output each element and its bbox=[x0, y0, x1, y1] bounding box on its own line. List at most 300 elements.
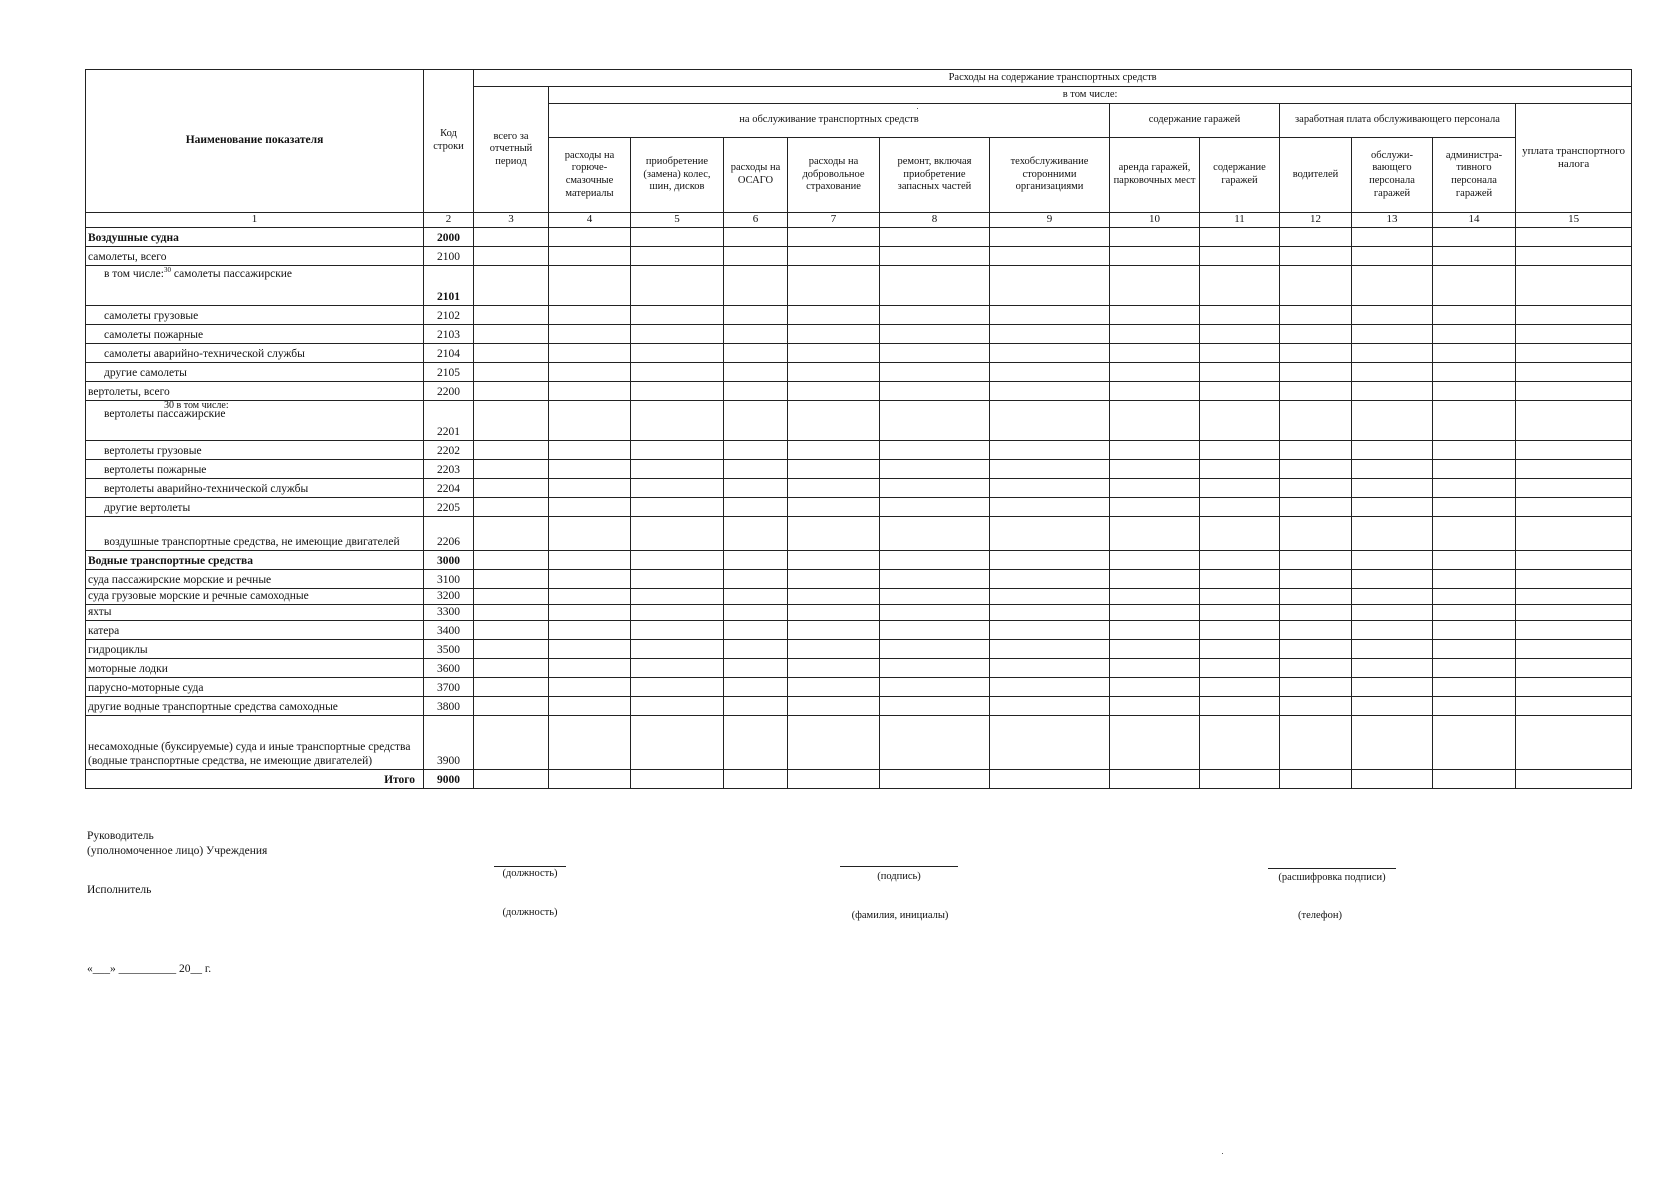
value-cell[interactable] bbox=[1352, 551, 1433, 570]
value-cell[interactable] bbox=[1200, 716, 1280, 770]
value-cell[interactable] bbox=[549, 266, 631, 306]
value-cell[interactable] bbox=[1280, 605, 1352, 621]
value-cell[interactable] bbox=[1352, 306, 1433, 325]
value-cell[interactable] bbox=[990, 640, 1110, 659]
value-cell[interactable] bbox=[631, 498, 724, 517]
value-cell[interactable] bbox=[474, 640, 549, 659]
value-cell[interactable] bbox=[990, 770, 1110, 789]
value-cell[interactable] bbox=[880, 247, 990, 266]
value-cell[interactable] bbox=[1433, 228, 1516, 247]
value-cell[interactable] bbox=[1110, 640, 1200, 659]
value-cell[interactable] bbox=[1110, 517, 1200, 551]
value-cell[interactable] bbox=[1433, 401, 1516, 441]
value-cell[interactable] bbox=[990, 266, 1110, 306]
value-cell[interactable] bbox=[474, 401, 549, 441]
value-cell[interactable] bbox=[549, 441, 631, 460]
value-cell[interactable] bbox=[990, 589, 1110, 605]
value-cell[interactable] bbox=[1516, 401, 1632, 441]
value-cell[interactable] bbox=[990, 363, 1110, 382]
value-cell[interactable] bbox=[1280, 621, 1352, 640]
value-cell[interactable] bbox=[1516, 640, 1632, 659]
value-cell[interactable] bbox=[1280, 460, 1352, 479]
value-cell[interactable] bbox=[1200, 570, 1280, 589]
value-cell[interactable] bbox=[1516, 498, 1632, 517]
value-cell[interactable] bbox=[1200, 306, 1280, 325]
value-cell[interactable] bbox=[1280, 382, 1352, 401]
value-cell[interactable] bbox=[788, 716, 880, 770]
value-cell[interactable] bbox=[788, 770, 880, 789]
value-cell[interactable] bbox=[474, 716, 549, 770]
value-cell[interactable] bbox=[631, 621, 724, 640]
value-cell[interactable] bbox=[631, 325, 724, 344]
value-cell[interactable] bbox=[1200, 363, 1280, 382]
value-cell[interactable] bbox=[724, 306, 788, 325]
value-cell[interactable] bbox=[1352, 441, 1433, 460]
value-cell[interactable] bbox=[1280, 266, 1352, 306]
value-cell[interactable] bbox=[549, 479, 631, 498]
value-cell[interactable] bbox=[788, 697, 880, 716]
value-cell[interactable] bbox=[1433, 551, 1516, 570]
value-cell[interactable] bbox=[724, 498, 788, 517]
value-cell[interactable] bbox=[1110, 247, 1200, 266]
value-cell[interactable] bbox=[1110, 498, 1200, 517]
value-cell[interactable] bbox=[880, 770, 990, 789]
value-cell[interactable] bbox=[1352, 621, 1433, 640]
value-cell[interactable] bbox=[474, 498, 549, 517]
value-cell[interactable] bbox=[1280, 678, 1352, 697]
value-cell[interactable] bbox=[1433, 247, 1516, 266]
value-cell[interactable] bbox=[1200, 605, 1280, 621]
value-cell[interactable] bbox=[631, 306, 724, 325]
value-cell[interactable] bbox=[1110, 441, 1200, 460]
value-cell[interactable] bbox=[990, 344, 1110, 363]
value-cell[interactable] bbox=[631, 441, 724, 460]
value-cell[interactable] bbox=[1352, 382, 1433, 401]
value-cell[interactable] bbox=[1110, 678, 1200, 697]
value-cell[interactable] bbox=[1200, 498, 1280, 517]
value-cell[interactable] bbox=[549, 247, 631, 266]
value-cell[interactable] bbox=[549, 306, 631, 325]
value-cell[interactable] bbox=[788, 441, 880, 460]
value-cell[interactable] bbox=[549, 382, 631, 401]
value-cell[interactable] bbox=[1352, 605, 1433, 621]
value-cell[interactable] bbox=[474, 570, 549, 589]
value-cell[interactable] bbox=[549, 659, 631, 678]
value-cell[interactable] bbox=[1280, 306, 1352, 325]
value-cell[interactable] bbox=[1433, 640, 1516, 659]
value-cell[interactable] bbox=[724, 382, 788, 401]
value-cell[interactable] bbox=[724, 621, 788, 640]
value-cell[interactable] bbox=[1280, 589, 1352, 605]
value-cell[interactable] bbox=[1516, 228, 1632, 247]
value-cell[interactable] bbox=[474, 460, 549, 479]
value-cell[interactable] bbox=[788, 621, 880, 640]
value-cell[interactable] bbox=[1352, 247, 1433, 266]
value-cell[interactable] bbox=[1352, 517, 1433, 551]
value-cell[interactable] bbox=[1433, 678, 1516, 697]
value-cell[interactable] bbox=[474, 363, 549, 382]
value-cell[interactable] bbox=[474, 344, 549, 363]
value-cell[interactable] bbox=[549, 697, 631, 716]
value-cell[interactable] bbox=[1280, 517, 1352, 551]
value-cell[interactable] bbox=[1200, 697, 1280, 716]
value-cell[interactable] bbox=[880, 589, 990, 605]
value-cell[interactable] bbox=[788, 228, 880, 247]
value-cell[interactable] bbox=[990, 551, 1110, 570]
value-cell[interactable] bbox=[880, 441, 990, 460]
value-cell[interactable] bbox=[990, 306, 1110, 325]
value-cell[interactable] bbox=[1110, 570, 1200, 589]
value-cell[interactable] bbox=[474, 382, 549, 401]
value-cell[interactable] bbox=[549, 325, 631, 344]
value-cell[interactable] bbox=[474, 697, 549, 716]
value-cell[interactable] bbox=[1110, 325, 1200, 344]
value-cell[interactable] bbox=[474, 770, 549, 789]
value-cell[interactable] bbox=[549, 621, 631, 640]
value-cell[interactable] bbox=[1200, 517, 1280, 551]
value-cell[interactable] bbox=[1110, 228, 1200, 247]
value-cell[interactable] bbox=[990, 460, 1110, 479]
value-cell[interactable] bbox=[1352, 266, 1433, 306]
value-cell[interactable] bbox=[1352, 479, 1433, 498]
value-cell[interactable] bbox=[1110, 344, 1200, 363]
value-cell[interactable] bbox=[788, 363, 880, 382]
value-cell[interactable] bbox=[1200, 266, 1280, 306]
value-cell[interactable] bbox=[880, 551, 990, 570]
value-cell[interactable] bbox=[1516, 551, 1632, 570]
value-cell[interactable] bbox=[1433, 344, 1516, 363]
value-cell[interactable] bbox=[724, 460, 788, 479]
value-cell[interactable] bbox=[549, 640, 631, 659]
value-cell[interactable] bbox=[474, 517, 549, 551]
value-cell[interactable] bbox=[474, 441, 549, 460]
value-cell[interactable] bbox=[1433, 363, 1516, 382]
value-cell[interactable] bbox=[549, 570, 631, 589]
value-cell[interactable] bbox=[1200, 460, 1280, 479]
value-cell[interactable] bbox=[549, 344, 631, 363]
value-cell[interactable] bbox=[724, 605, 788, 621]
value-cell[interactable] bbox=[1433, 517, 1516, 551]
value-cell[interactable] bbox=[990, 498, 1110, 517]
value-cell[interactable] bbox=[990, 247, 1110, 266]
value-cell[interactable] bbox=[788, 247, 880, 266]
value-cell[interactable] bbox=[631, 479, 724, 498]
value-cell[interactable] bbox=[1200, 344, 1280, 363]
value-cell[interactable] bbox=[1352, 344, 1433, 363]
value-cell[interactable] bbox=[880, 678, 990, 697]
value-cell[interactable] bbox=[880, 228, 990, 247]
value-cell[interactable] bbox=[631, 344, 724, 363]
value-cell[interactable] bbox=[724, 589, 788, 605]
value-cell[interactable] bbox=[1352, 697, 1433, 716]
value-cell[interactable] bbox=[549, 551, 631, 570]
value-cell[interactable] bbox=[631, 570, 724, 589]
value-cell[interactable] bbox=[631, 640, 724, 659]
value-cell[interactable] bbox=[1516, 266, 1632, 306]
value-cell[interactable] bbox=[724, 697, 788, 716]
value-cell[interactable] bbox=[880, 605, 990, 621]
value-cell[interactable] bbox=[631, 517, 724, 551]
value-cell[interactable] bbox=[1200, 401, 1280, 441]
value-cell[interactable] bbox=[549, 589, 631, 605]
value-cell[interactable] bbox=[788, 551, 880, 570]
value-cell[interactable] bbox=[990, 325, 1110, 344]
value-cell[interactable] bbox=[1516, 659, 1632, 678]
value-cell[interactable] bbox=[1516, 344, 1632, 363]
value-cell[interactable] bbox=[990, 479, 1110, 498]
value-cell[interactable] bbox=[1200, 589, 1280, 605]
value-cell[interactable] bbox=[880, 382, 990, 401]
value-cell[interactable] bbox=[1110, 460, 1200, 479]
value-cell[interactable] bbox=[631, 363, 724, 382]
value-cell[interactable] bbox=[1352, 325, 1433, 344]
value-cell[interactable] bbox=[1280, 640, 1352, 659]
value-cell[interactable] bbox=[1280, 344, 1352, 363]
value-cell[interactable] bbox=[724, 401, 788, 441]
value-cell[interactable] bbox=[880, 460, 990, 479]
value-cell[interactable] bbox=[474, 659, 549, 678]
value-cell[interactable] bbox=[880, 640, 990, 659]
value-cell[interactable] bbox=[474, 605, 549, 621]
value-cell[interactable] bbox=[1516, 621, 1632, 640]
value-cell[interactable] bbox=[1280, 770, 1352, 789]
value-cell[interactable] bbox=[1352, 401, 1433, 441]
value-cell[interactable] bbox=[1516, 716, 1632, 770]
value-cell[interactable] bbox=[631, 770, 724, 789]
value-cell[interactable] bbox=[788, 266, 880, 306]
value-cell[interactable] bbox=[1280, 363, 1352, 382]
value-cell[interactable] bbox=[1110, 266, 1200, 306]
value-cell[interactable] bbox=[1110, 551, 1200, 570]
value-cell[interactable] bbox=[788, 460, 880, 479]
value-cell[interactable] bbox=[724, 325, 788, 344]
value-cell[interactable] bbox=[990, 441, 1110, 460]
value-cell[interactable] bbox=[631, 266, 724, 306]
value-cell[interactable] bbox=[990, 716, 1110, 770]
value-cell[interactable] bbox=[788, 306, 880, 325]
value-cell[interactable] bbox=[990, 517, 1110, 551]
value-cell[interactable] bbox=[1352, 640, 1433, 659]
value-cell[interactable] bbox=[631, 401, 724, 441]
value-cell[interactable] bbox=[990, 401, 1110, 441]
value-cell[interactable] bbox=[788, 570, 880, 589]
value-cell[interactable] bbox=[631, 589, 724, 605]
value-cell[interactable] bbox=[990, 659, 1110, 678]
value-cell[interactable] bbox=[724, 770, 788, 789]
value-cell[interactable] bbox=[1516, 325, 1632, 344]
value-cell[interactable] bbox=[1433, 621, 1516, 640]
value-cell[interactable] bbox=[1280, 441, 1352, 460]
value-cell[interactable] bbox=[474, 306, 549, 325]
value-cell[interactable] bbox=[788, 344, 880, 363]
value-cell[interactable] bbox=[1200, 382, 1280, 401]
value-cell[interactable] bbox=[1110, 659, 1200, 678]
value-cell[interactable] bbox=[880, 659, 990, 678]
value-cell[interactable] bbox=[1200, 551, 1280, 570]
value-cell[interactable] bbox=[990, 570, 1110, 589]
value-cell[interactable] bbox=[788, 498, 880, 517]
value-cell[interactable] bbox=[1433, 306, 1516, 325]
value-cell[interactable] bbox=[990, 621, 1110, 640]
value-cell[interactable] bbox=[474, 589, 549, 605]
value-cell[interactable] bbox=[1352, 716, 1433, 770]
value-cell[interactable] bbox=[474, 325, 549, 344]
value-cell[interactable] bbox=[990, 605, 1110, 621]
value-cell[interactable] bbox=[631, 697, 724, 716]
value-cell[interactable] bbox=[1433, 382, 1516, 401]
value-cell[interactable] bbox=[724, 441, 788, 460]
value-cell[interactable] bbox=[1110, 363, 1200, 382]
value-cell[interactable] bbox=[1433, 716, 1516, 770]
value-cell[interactable] bbox=[788, 659, 880, 678]
value-cell[interactable] bbox=[1516, 479, 1632, 498]
value-cell[interactable] bbox=[1280, 659, 1352, 678]
value-cell[interactable] bbox=[1110, 589, 1200, 605]
value-cell[interactable] bbox=[1110, 770, 1200, 789]
value-cell[interactable] bbox=[1200, 640, 1280, 659]
value-cell[interactable] bbox=[788, 517, 880, 551]
value-cell[interactable] bbox=[788, 325, 880, 344]
value-cell[interactable] bbox=[1200, 325, 1280, 344]
value-cell[interactable] bbox=[1110, 621, 1200, 640]
value-cell[interactable] bbox=[1516, 441, 1632, 460]
value-cell[interactable] bbox=[1352, 678, 1433, 697]
value-cell[interactable] bbox=[549, 363, 631, 382]
value-cell[interactable] bbox=[474, 551, 549, 570]
value-cell[interactable] bbox=[1280, 697, 1352, 716]
value-cell[interactable] bbox=[1280, 247, 1352, 266]
value-cell[interactable] bbox=[631, 460, 724, 479]
value-cell[interactable] bbox=[1433, 605, 1516, 621]
value-cell[interactable] bbox=[724, 551, 788, 570]
value-cell[interactable] bbox=[1352, 498, 1433, 517]
value-cell[interactable] bbox=[549, 517, 631, 551]
value-cell[interactable] bbox=[724, 479, 788, 498]
value-cell[interactable] bbox=[880, 325, 990, 344]
value-cell[interactable] bbox=[1280, 716, 1352, 770]
value-cell[interactable] bbox=[1110, 382, 1200, 401]
value-cell[interactable] bbox=[788, 605, 880, 621]
value-cell[interactable] bbox=[1200, 678, 1280, 697]
value-cell[interactable] bbox=[724, 640, 788, 659]
value-cell[interactable] bbox=[880, 570, 990, 589]
value-cell[interactable] bbox=[1352, 589, 1433, 605]
value-cell[interactable] bbox=[631, 716, 724, 770]
value-cell[interactable] bbox=[1516, 460, 1632, 479]
value-cell[interactable] bbox=[1200, 659, 1280, 678]
value-cell[interactable] bbox=[1200, 479, 1280, 498]
value-cell[interactable] bbox=[1280, 570, 1352, 589]
value-cell[interactable] bbox=[631, 382, 724, 401]
value-cell[interactable] bbox=[631, 605, 724, 621]
value-cell[interactable] bbox=[549, 605, 631, 621]
value-cell[interactable] bbox=[1516, 517, 1632, 551]
value-cell[interactable] bbox=[1516, 247, 1632, 266]
value-cell[interactable] bbox=[631, 228, 724, 247]
value-cell[interactable] bbox=[724, 517, 788, 551]
value-cell[interactable] bbox=[631, 659, 724, 678]
value-cell[interactable] bbox=[788, 382, 880, 401]
value-cell[interactable] bbox=[990, 228, 1110, 247]
value-cell[interactable] bbox=[880, 498, 990, 517]
value-cell[interactable] bbox=[880, 621, 990, 640]
value-cell[interactable] bbox=[1110, 401, 1200, 441]
value-cell[interactable] bbox=[880, 306, 990, 325]
value-cell[interactable] bbox=[474, 266, 549, 306]
value-cell[interactable] bbox=[1516, 306, 1632, 325]
value-cell[interactable] bbox=[549, 498, 631, 517]
value-cell[interactable] bbox=[1280, 551, 1352, 570]
value-cell[interactable] bbox=[549, 678, 631, 697]
value-cell[interactable] bbox=[1352, 770, 1433, 789]
value-cell[interactable] bbox=[724, 570, 788, 589]
value-cell[interactable] bbox=[1433, 697, 1516, 716]
value-cell[interactable] bbox=[1516, 382, 1632, 401]
value-cell[interactable] bbox=[990, 697, 1110, 716]
value-cell[interactable] bbox=[724, 344, 788, 363]
value-cell[interactable] bbox=[724, 363, 788, 382]
value-cell[interactable] bbox=[1433, 498, 1516, 517]
value-cell[interactable] bbox=[788, 589, 880, 605]
value-cell[interactable] bbox=[1352, 228, 1433, 247]
value-cell[interactable] bbox=[880, 716, 990, 770]
value-cell[interactable] bbox=[880, 344, 990, 363]
value-cell[interactable] bbox=[474, 247, 549, 266]
value-cell[interactable] bbox=[1280, 228, 1352, 247]
value-cell[interactable] bbox=[631, 678, 724, 697]
value-cell[interactable] bbox=[724, 716, 788, 770]
value-cell[interactable] bbox=[1516, 363, 1632, 382]
value-cell[interactable] bbox=[990, 382, 1110, 401]
value-cell[interactable] bbox=[788, 678, 880, 697]
value-cell[interactable] bbox=[549, 228, 631, 247]
value-cell[interactable] bbox=[880, 266, 990, 306]
value-cell[interactable] bbox=[549, 460, 631, 479]
value-cell[interactable] bbox=[549, 401, 631, 441]
value-cell[interactable] bbox=[1433, 441, 1516, 460]
value-cell[interactable] bbox=[1200, 770, 1280, 789]
value-cell[interactable] bbox=[724, 247, 788, 266]
value-cell[interactable] bbox=[1352, 570, 1433, 589]
value-cell[interactable] bbox=[1516, 697, 1632, 716]
value-cell[interactable] bbox=[1110, 479, 1200, 498]
value-cell[interactable] bbox=[1280, 401, 1352, 441]
value-cell[interactable] bbox=[631, 247, 724, 266]
value-cell[interactable] bbox=[1280, 479, 1352, 498]
value-cell[interactable] bbox=[990, 678, 1110, 697]
value-cell[interactable] bbox=[474, 678, 549, 697]
value-cell[interactable] bbox=[724, 659, 788, 678]
value-cell[interactable] bbox=[1110, 697, 1200, 716]
value-cell[interactable] bbox=[549, 716, 631, 770]
value-cell[interactable] bbox=[880, 697, 990, 716]
value-cell[interactable] bbox=[724, 266, 788, 306]
value-cell[interactable] bbox=[788, 479, 880, 498]
value-cell[interactable] bbox=[1433, 659, 1516, 678]
value-cell[interactable] bbox=[1433, 479, 1516, 498]
value-cell[interactable] bbox=[1200, 621, 1280, 640]
value-cell[interactable] bbox=[1200, 228, 1280, 247]
value-cell[interactable] bbox=[880, 517, 990, 551]
value-cell[interactable] bbox=[1280, 498, 1352, 517]
value-cell[interactable] bbox=[1352, 460, 1433, 479]
value-cell[interactable] bbox=[474, 228, 549, 247]
value-cell[interactable] bbox=[1352, 363, 1433, 382]
value-cell[interactable] bbox=[549, 770, 631, 789]
value-cell[interactable] bbox=[1110, 716, 1200, 770]
value-cell[interactable] bbox=[474, 621, 549, 640]
value-cell[interactable] bbox=[880, 363, 990, 382]
